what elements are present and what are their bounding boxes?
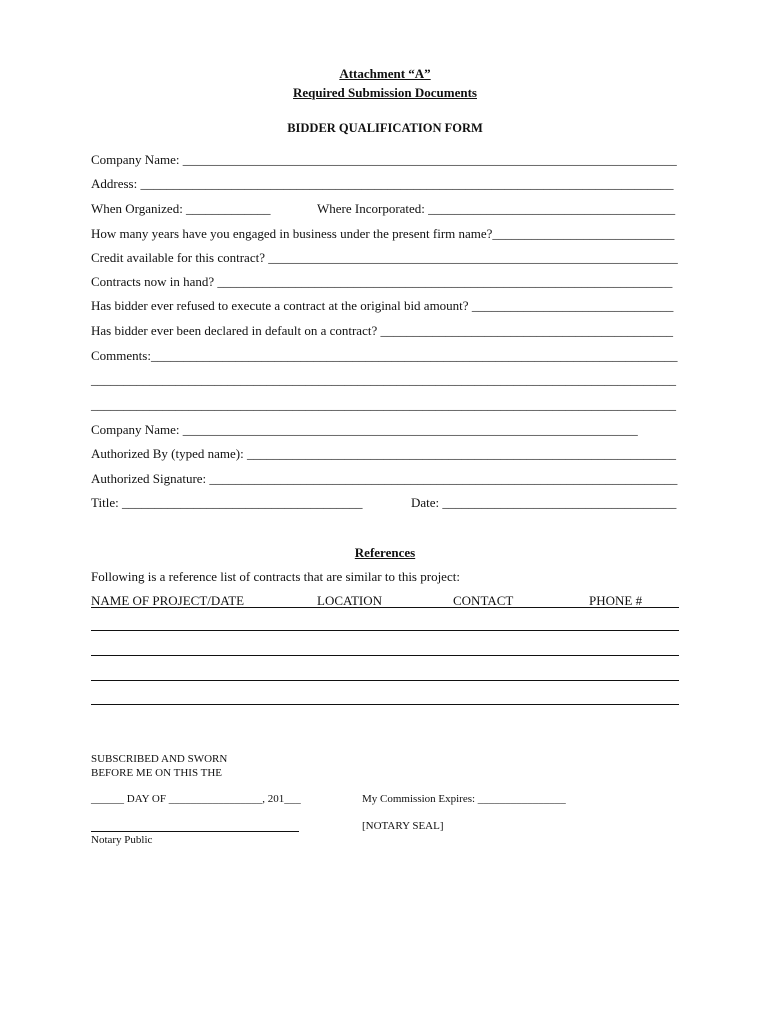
reference-row[interactable]: [91, 655, 679, 656]
notary-public-label: Notary Public: [91, 834, 153, 846]
references-intro: Following is a reference list of contracts that are similar to this project:: [91, 569, 460, 584]
notary-subscribed-text: SUBSCRIBED AND SWORN: [91, 753, 228, 765]
page-subtitle: Required Submission Documents: [293, 85, 477, 100]
form-title: BIDDER QUALIFICATION FORM: [287, 121, 483, 135]
notary-before-me-text: BEFORE ME ON THIS THE: [91, 767, 222, 779]
references-heading: References: [354, 545, 416, 560]
where-incorporated-field[interactable]: Where Incorporated: ______________________________________: [317, 201, 676, 216]
contracts-in-hand-field[interactable]: Contracts now in hand? ______________________________________________________________________: [91, 274, 673, 289]
column-header-location: LOCATION: [317, 593, 382, 608]
authorized-by-field[interactable]: Authorized By (typed name): __________________________________________________________________: [91, 446, 676, 461]
comments-field[interactable]: Comments:_________________________________________________________________________________: [91, 348, 678, 363]
notary-signature-line[interactable]: [91, 831, 299, 832]
notary-seal-label: [NOTARY SEAL]: [362, 820, 444, 832]
declared-default-field[interactable]: Has bidder ever been declared in default on a contract? _____________________________________________: [91, 323, 673, 338]
column-header-phone: PHONE #: [589, 593, 643, 608]
refused-contract-field[interactable]: Has bidder ever refused to execute a contract at the original bid amount? _______________________________: [91, 298, 674, 313]
attachment-title: Attachment “A”: [339, 66, 431, 81]
when-organized-field[interactable]: When Organized: _____________: [91, 201, 271, 216]
date-field[interactable]: Date: ____________________________________: [411, 495, 677, 510]
header-underline: [91, 607, 679, 608]
commission-expires-field[interactable]: My Commission Expires: ________________: [362, 793, 566, 805]
authorized-signature-field[interactable]: Authorized Signature: ________________________________________________________________________: [91, 471, 678, 486]
title-field[interactable]: Title: _____________________________________: [91, 495, 363, 510]
company-name-field[interactable]: Company Name: ____________________________________________________________________________: [91, 152, 677, 167]
credit-available-field[interactable]: Credit available for this contract? _______________________________________________________________: [91, 250, 678, 265]
column-header-project-date: NAME OF PROJECT/DATE: [91, 593, 245, 608]
years-engaged-field[interactable]: How many years have you engaged in business under the present firm name?____________________________: [91, 226, 675, 241]
company-name-field-2[interactable]: Company Name: ______________________________________________________________________: [91, 422, 638, 437]
comments-line-2[interactable]: __________________________________________________________________________________________: [91, 372, 676, 387]
column-header-contact: CONTACT: [453, 593, 514, 608]
address-field[interactable]: Address: __________________________________________________________________________________: [91, 176, 674, 191]
reference-row[interactable]: [91, 680, 679, 681]
reference-row[interactable]: [91, 704, 679, 705]
notary-day-field[interactable]: ______ DAY OF _________________, 201___: [91, 793, 301, 805]
comments-line-3[interactable]: __________________________________________________________________________________________: [91, 397, 676, 412]
reference-row[interactable]: [91, 630, 679, 631]
